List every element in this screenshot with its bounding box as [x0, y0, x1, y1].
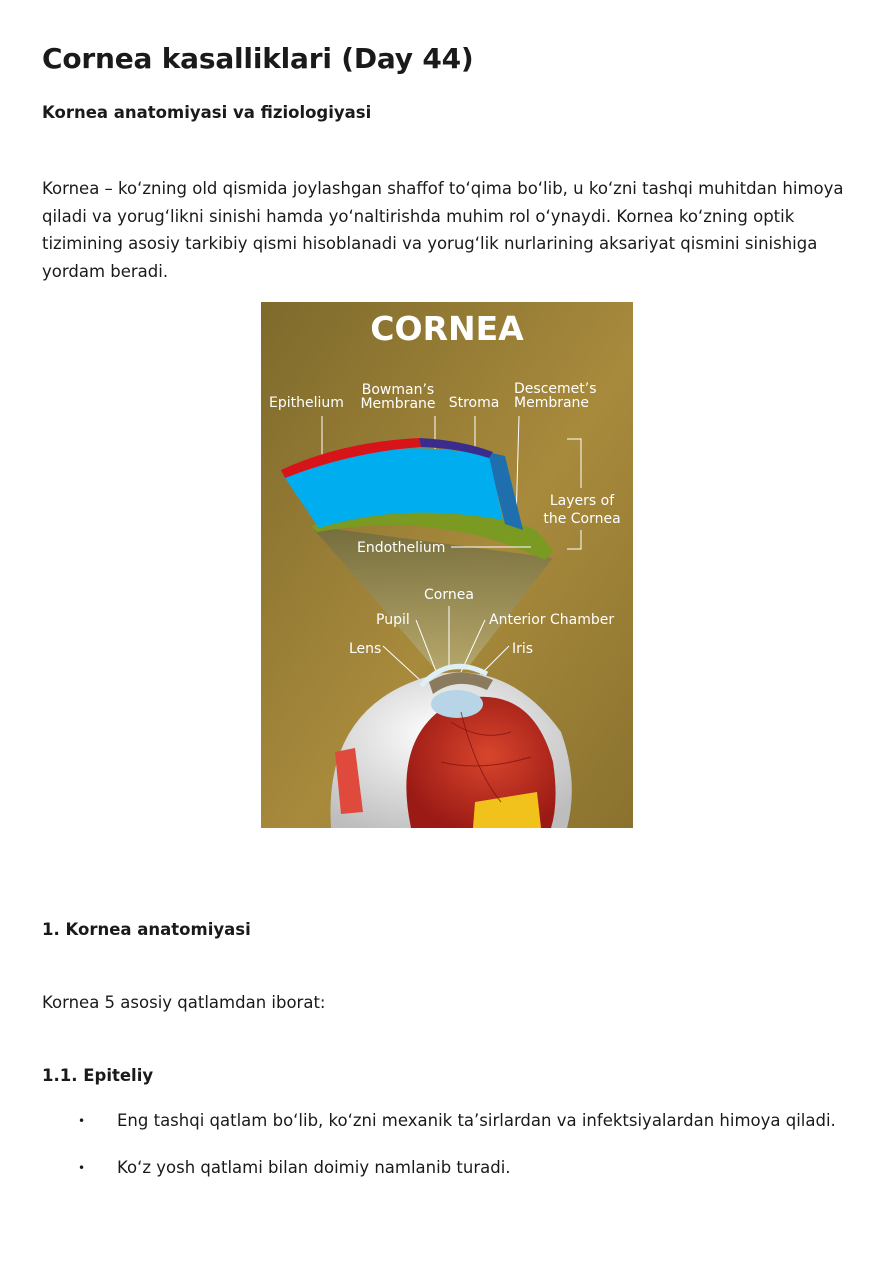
subsection-heading-epithelium: 1.1. Epiteliy: [42, 1066, 154, 1085]
epithelium-bullet-list: [42, 1108, 836, 1202]
intro-paragraph: Kornea – ko‘zning old qismida joylashgan shaffof to‘qima bo‘lib, u ko‘zni tashqi muhitdan himoya qiladi va yorug‘likni sinishi hamda yo‘naltirishda muhim rol o‘ynaydi. Kornea ko‘zning optik tizimining asosiy tarkibiy qismi hisoblanadi va yorug‘lik nurlarining aksariyat qismini sinishiga yordam beradi.: [42, 179, 844, 281]
list-item-text: Eng tashqi qatlam bo‘lib, ko‘zni mexanik ta’sirlardan va infektsiyalardan himoya qiladi.: [117, 1111, 836, 1130]
section-heading-anatomy: 1. Kornea anatomiyasi: [42, 920, 251, 939]
label-endothelium: Endothelium: [357, 540, 446, 556]
label-bowmans-2: Membrane: [360, 396, 436, 412]
bullet-icon: •: [78, 1161, 86, 1175]
label-iris: Iris: [512, 641, 534, 657]
cornea-diagram: [261, 302, 633, 828]
label-layers-2: the Cornea: [543, 511, 621, 527]
subtitle: Kornea anatomiyasi va fiziologiyasi: [42, 103, 372, 122]
list-item: [42, 1108, 836, 1155]
list-item-text: Ko‘z yosh qatlami bilan doimiy namlanib turadi.: [117, 1158, 511, 1177]
page-title: Cornea kasalliklari (Day 44): [42, 42, 474, 75]
label-epithelium: Epithelium: [269, 395, 344, 411]
section-text-layers: Kornea 5 asosiy qatlamdan iborat:: [42, 993, 326, 1012]
label-lens: Lens: [349, 641, 382, 657]
label-bowmans-1: Bowman’s: [361, 382, 435, 398]
list-item: [42, 1155, 836, 1202]
figure-title: CORNEA: [370, 309, 524, 348]
label-layers-1: Layers of: [549, 493, 615, 509]
label-descemets-2: Membrane: [514, 395, 590, 411]
label-cornea: Cornea: [424, 587, 474, 603]
lens-shape: [431, 690, 483, 718]
label-anterior-chamber: Anterior Chamber: [489, 612, 615, 628]
label-descemets-1: Descemet’s: [514, 381, 597, 397]
bullet-icon: •: [78, 1114, 86, 1128]
label-stroma: Stroma: [448, 395, 500, 411]
label-pupil: Pupil: [376, 612, 410, 628]
